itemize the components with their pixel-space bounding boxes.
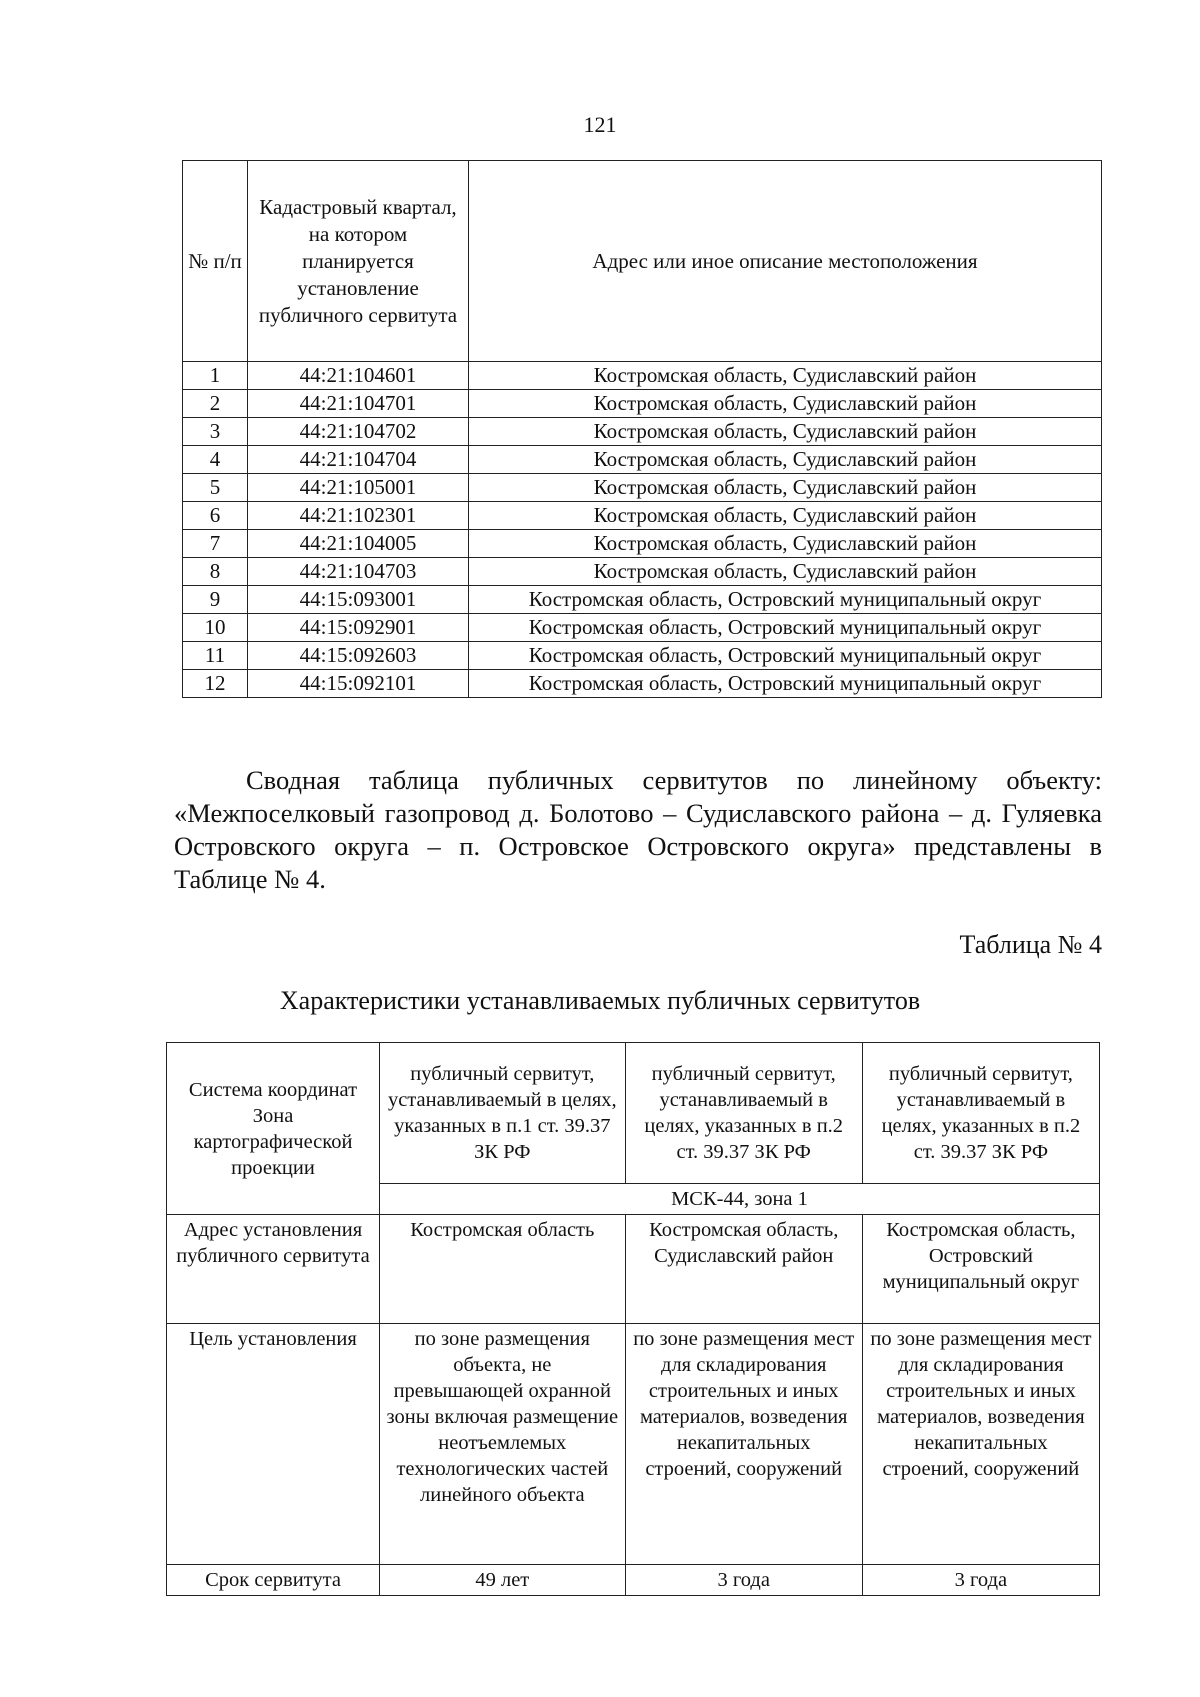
table-row <box>183 502 1102 530</box>
row-label-address: Адрес установления публичного сервитута <box>167 1215 380 1324</box>
row-cadastral: 44:15:093001 <box>248 586 469 614</box>
table-row <box>183 362 1102 390</box>
row-address: Костромская область, Островский муниципальный округ <box>469 614 1102 642</box>
cell-coords-3: публичный сервитут, устанавливаемый в целях, указанных в п.2 ст. 39.37 ЗК РФ <box>862 1043 1099 1184</box>
summary-text: Сводная таблица публичных сервитутов по линейному объекту: «Межпоселковый газопровод д. Болотово – Судиславского района – д. Гуляевка Островского округа – п. Островское Островского округа» представлены в Таблице № 4. <box>174 765 1102 894</box>
row-address: Костромская область, Судиславский район <box>469 502 1102 530</box>
cell-purpose-3: по зоне размещения мест для складирования строительных и иных материалов, возведения некапитальных строений, сооружений <box>862 1324 1099 1565</box>
row-cadastral: 44:21:105001 <box>248 474 469 502</box>
row-num: 7 <box>183 530 248 558</box>
row-address: Костромская область, Островский муниципальный округ <box>469 670 1102 698</box>
row-num: 8 <box>183 558 248 586</box>
cell-coords-2: публичный сервитут, устанавливаемый в целях, указанных в п.2 ст. 39.37 ЗК РФ <box>625 1043 862 1184</box>
row-cadastral: 44:21:104005 <box>248 530 469 558</box>
row-num: 10 <box>183 614 248 642</box>
row-address: Костромская область, Судиславский район <box>469 446 1102 474</box>
header-cadastral: Кадастровый квартал, на котором планируется установление публичного сервитута <box>248 161 469 362</box>
row-cadastral: 44:21:104601 <box>248 362 469 390</box>
cell-term-3: 3 года <box>862 1565 1099 1596</box>
row-cadastral: 44:21:104704 <box>248 446 469 474</box>
cell-address-3: Костромская область, Островский муниципальный округ <box>862 1215 1099 1324</box>
row-num: 2 <box>183 390 248 418</box>
row-num: 5 <box>183 474 248 502</box>
row-address: Костромская область, Островский муниципальный округ <box>469 642 1102 670</box>
row-cadastral: 44:21:104702 <box>248 418 469 446</box>
table-row <box>167 1043 1100 1184</box>
cell-zone: МСК-44, зона 1 <box>380 1184 1100 1215</box>
cell-address-1: Костромская область <box>380 1215 626 1324</box>
row-address: Костромская область, Судиславский район <box>469 418 1102 446</box>
table-row <box>183 474 1102 502</box>
row-cadastral: 44:21:104703 <box>248 558 469 586</box>
table-row <box>183 586 1102 614</box>
row-address: Костромская область, Судиславский район <box>469 362 1102 390</box>
row-address: Костромская область, Островский муниципальный округ <box>469 586 1102 614</box>
cadastral-table-body <box>183 362 1102 698</box>
table-label: Таблица № 4 <box>959 930 1102 959</box>
row-num: 11 <box>183 642 248 670</box>
table-row <box>183 614 1102 642</box>
row-cadastral: 44:15:092101 <box>248 670 469 698</box>
row-address: Костромская область, Судиславский район <box>469 530 1102 558</box>
row-num: 3 <box>183 418 248 446</box>
row-num: 4 <box>183 446 248 474</box>
row-address: Костромская область, Судиславский район <box>469 474 1102 502</box>
table-row <box>183 642 1102 670</box>
cell-term-1: 49 лет <box>380 1565 626 1596</box>
table-row <box>183 558 1102 586</box>
row-address: Костромская область, Судиславский район <box>469 390 1102 418</box>
row-cadastral: 44:21:102301 <box>248 502 469 530</box>
table-title: Характеристики устанавливаемых публичных сервитутов <box>279 986 921 1015</box>
table-row <box>167 1215 1100 1324</box>
row-address: Костромская область, Судиславский район <box>469 558 1102 586</box>
servitude-characteristics-table <box>166 1042 1100 1596</box>
row-num: 6 <box>183 502 248 530</box>
table-row <box>183 670 1102 698</box>
row-cadastral: 44:15:092603 <box>248 642 469 670</box>
table-row <box>183 418 1102 446</box>
table-row <box>183 446 1102 474</box>
table-row <box>167 1324 1100 1565</box>
cell-purpose-2: по зоне размещения мест для складирования строительных и иных материалов, возведения некапитальных строений, сооружений <box>625 1324 862 1565</box>
row-cadastral: 44:21:104701 <box>248 390 469 418</box>
header-address: Адрес или иное описание местоположения <box>469 161 1102 362</box>
row-label-coords: Система координат Зона картографической проекции <box>167 1043 380 1215</box>
header-num: № п/п <box>183 161 248 362</box>
page-number: 121 <box>583 112 617 137</box>
row-label-purpose: Цель установления <box>167 1324 380 1565</box>
row-label-term: Срок сервитута <box>167 1565 380 1596</box>
row-cadastral: 44:15:092901 <box>248 614 469 642</box>
summary-paragraph <box>174 764 1102 896</box>
row-num: 1 <box>183 362 248 390</box>
table-row <box>183 390 1102 418</box>
cadastral-table <box>182 160 1102 698</box>
cell-coords-1: публичный сервитут, устанавливаемый в целях, указанных в п.1 ст. 39.37 ЗК РФ <box>380 1043 626 1184</box>
row-num: 12 <box>183 670 248 698</box>
cell-term-2: 3 года <box>625 1565 862 1596</box>
table-row <box>167 1565 1100 1596</box>
table-row <box>183 530 1102 558</box>
row-num: 9 <box>183 586 248 614</box>
cell-address-2: Костромская область, Судиславский район <box>625 1215 862 1324</box>
table-header-row <box>183 161 1102 362</box>
cell-purpose-1: по зоне размещения объекта, не превышающей охранной зоны включая размещение неотъемлемых технологических частей линейного объекта <box>380 1324 626 1565</box>
